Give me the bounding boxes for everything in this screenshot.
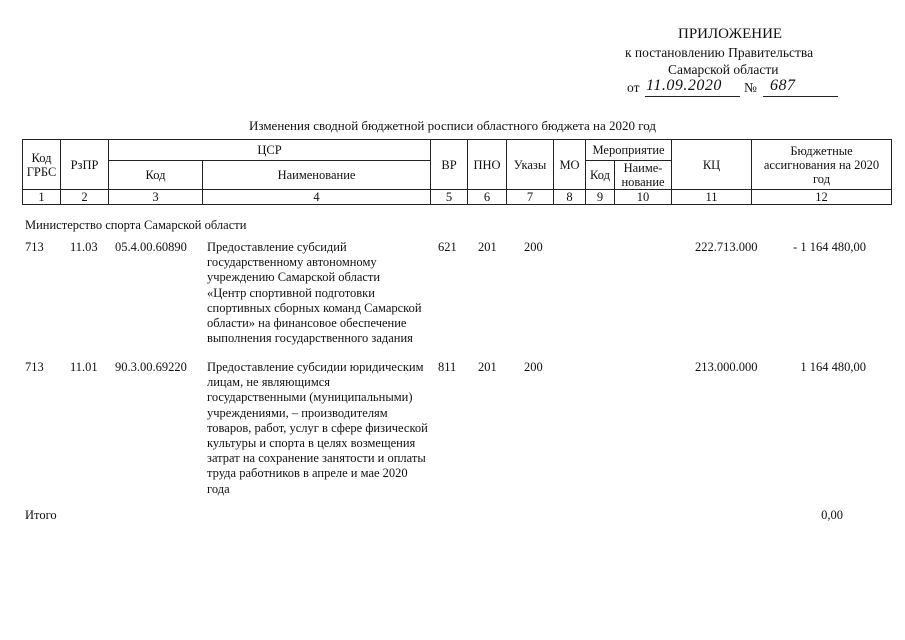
col-number: 1	[23, 190, 61, 205]
row-rzpr: 11.03	[70, 240, 98, 254]
appendix-date: 11.09.2020	[646, 77, 722, 94]
row-ukazy: 200	[524, 360, 543, 374]
table-header	[22, 139, 892, 205]
document-title: Изменения сводной бюджетной росписи областного бюджета на 2020 год	[248, 118, 657, 133]
row-pno: 201	[478, 360, 497, 374]
row-csr: 90.3.00.69220	[115, 360, 187, 374]
header-kc: КЦ	[672, 140, 752, 190]
header-kod-grbs: Код ГРБС	[23, 140, 61, 190]
col-number: 11	[672, 190, 752, 205]
header-ukazy: Указы	[507, 140, 554, 190]
row-kc: 213.000.000	[695, 360, 758, 374]
total-label: Итого	[25, 508, 57, 522]
total-value: 0,00	[821, 508, 843, 522]
ministry-name: Министерство спорта Самарской области	[25, 218, 247, 232]
col-number: 8	[554, 190, 586, 205]
header-budget: Бюджетные ассигнования на 2020 год	[752, 140, 892, 190]
header-meropriyatie: Мероприятие	[586, 140, 672, 161]
date-underline	[645, 96, 740, 97]
row-rzpr: 11.01	[70, 360, 98, 374]
row-ukazy: 200	[524, 240, 543, 254]
header-pno: ПНО	[468, 140, 507, 190]
number-underline	[763, 96, 838, 97]
row-name: Предоставление субсидий государственному автономному учреждению Самарской области «Центр спортивной подготовки спортивных сборных команд Самарской области» на финансовое обеспечение выполнения государственного задания	[207, 240, 422, 346]
appendix-line-2: Самарской области	[668, 62, 779, 77]
header-mo: МО	[554, 140, 586, 190]
row-vr: 621	[438, 240, 457, 254]
row-amount: - 1 164 480,00	[793, 240, 866, 254]
row-kc: 222.713.000	[695, 240, 758, 254]
col-number: 4	[203, 190, 431, 205]
col-number: 7	[507, 190, 554, 205]
row-grbs: 713	[25, 360, 44, 374]
header-rzpr: РзПР	[61, 140, 109, 190]
col-number: 10	[615, 190, 672, 205]
header-tsr-name: Наименование	[203, 161, 431, 190]
row-grbs: 713	[25, 240, 44, 254]
col-number: 6	[468, 190, 507, 205]
header-mer-kod: Код	[586, 161, 615, 190]
header-mer-name: Наиме-нование	[615, 161, 672, 190]
col-number: 9	[586, 190, 615, 205]
col-number: 12	[752, 190, 892, 205]
row-amount: 1 164 480,00	[800, 360, 866, 374]
col-number: 5	[431, 190, 468, 205]
col-number: 3	[109, 190, 203, 205]
appendix-number-label: №	[744, 80, 757, 95]
row-name: Предоставление субсидии юридическим лицам, не являющимся государственными (муниципальными) учреждениями, – производителям товаров, работ, услуг в сфере физической культуры и спорта в целях возмещения затрат на сохранение занятости и оплаты труда работников в апреле и мае 2020 года	[207, 360, 428, 496]
header-tsr: ЦСР	[109, 140, 431, 161]
row-vr: 811	[438, 360, 457, 374]
appendix-line-1: к постановлению Правительства	[625, 45, 814, 60]
appendix-number: 687	[770, 77, 796, 94]
row-csr: 05.4.00.60890	[115, 240, 187, 254]
col-number: 2	[61, 190, 109, 205]
header-tsr-kod: Код	[109, 161, 203, 190]
row-pno: 201	[478, 240, 497, 254]
appendix-from-label: от	[627, 80, 640, 95]
header-vr: ВР	[431, 140, 468, 190]
appendix-title: ПРИЛОЖЕНИЕ	[678, 26, 783, 42]
